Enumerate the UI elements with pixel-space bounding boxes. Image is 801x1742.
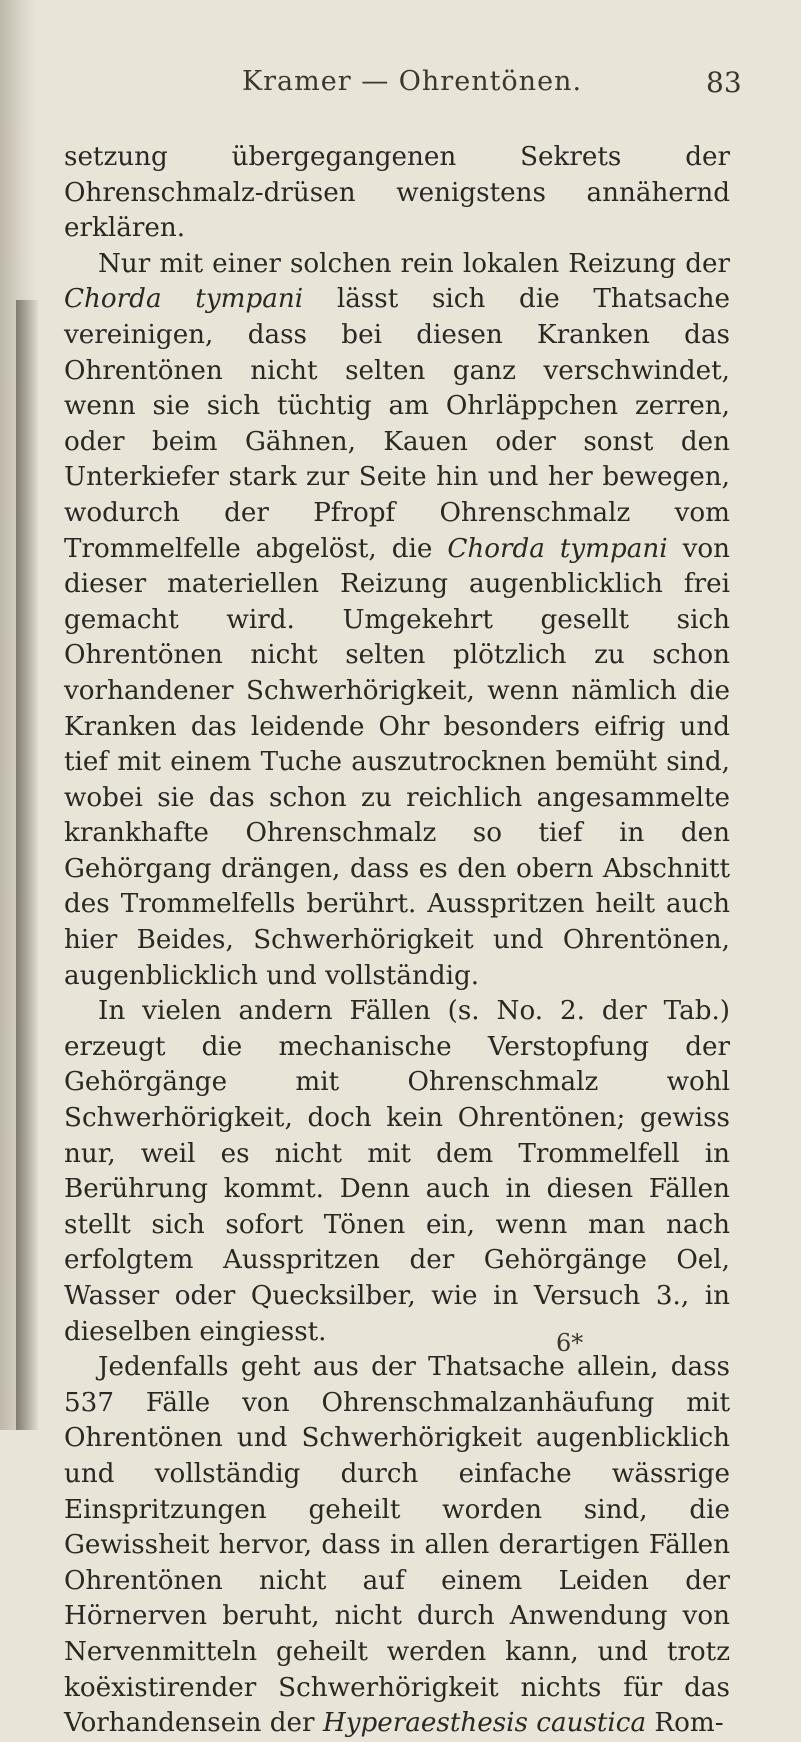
running-head-title: Kramer — Ohrentönen. bbox=[241, 66, 583, 97]
italic-term: Chorda tympani bbox=[447, 533, 668, 564]
text-run: von dieser materiellen Reizung augenblicklich frei gemacht wird. Umgekehrt gesellt sich Ohrentönen nicht selten plötzlich zu schon vorhandener Schwerhörigkeit, wenn nämlich die Kranken das leidende Ohr besonders eifrig und tief mit einem Tuche auszutrocknen bemüht sind, wobei sie das schon zu reichlich angesammelte krankhafte Ohrenschmalz so tief in den Gehörgang drängen, dass es den obern Abschnitt des Trommelfells berührt. Ausspritzen heilt auch hier Beides, Schwerhörigkeit und Ohrentönen, augenblicklich und vollständig. bbox=[64, 533, 730, 991]
running-head bbox=[0, 66, 801, 106]
text-run: Rom- bbox=[646, 1708, 724, 1739]
body-text bbox=[64, 140, 730, 1742]
paragraph bbox=[64, 247, 730, 994]
text-run: setzung übergegangenen Sekrets der Ohrenschmalz-drüsen wenigstens annähernd erklären. bbox=[64, 142, 730, 244]
italic-term: Chorda tympani bbox=[64, 284, 304, 315]
paragraph bbox=[64, 1350, 730, 1742]
text-run: Nur mit einer solchen rein lokalen Reizung der bbox=[98, 248, 730, 279]
italic-term: Hyperaesthesis caustica bbox=[322, 1708, 647, 1739]
page-number: 83 bbox=[706, 66, 742, 99]
printer-signature-mark: 6* bbox=[556, 1329, 584, 1357]
text-run: lässt sich die Thatsache vereinigen, dass bei diesen Kranken das Ohrentönen nicht selten ganz verschwindet, wenn sie sich tüchtig am Ohrläppchen zerren, oder beim Gähnen, Kauen oder sonst den Unterkiefer stark zur Seite hin und her bewegen, wodurch der Pfropf Ohrenschmalz vom Trommelfelle abgelöst, die bbox=[64, 284, 730, 564]
paragraph bbox=[64, 994, 730, 1350]
text-run: Jedenfalls geht aus der Thatsache allein, dass 537 Fälle von Ohrenschmalzanhäufung mit Ohrentönen und Schwerhörigkeit augenblicklich und vollständig durch einfache wässrige Einspritzungen geheilt worden sind, die Gewissheit hervor, dass in allen derartigen Fällen Ohrentönen nicht auf einem Leiden der Hörnerven beruht, nicht durch Anwendung von Nervenmitteln geheilt werden kann, und trotz koëxistirender Schwerhörigkeit nichts für das Vorhandensein der bbox=[64, 1352, 730, 1739]
text-run: In vielen andern Fällen (s. No. 2. der Tab.) erzeugt die mechanische Verstopfung der Gehörgänge mit Ohrenschmalz wohl Schwerhörigkeit, doch kein Ohrentönen; gewiss nur, weil es nicht mit dem Trommelfell in Berührung kommt. Denn auch in diesen Fällen stellt sich sofort Tönen ein, wenn man nach erfolgtem Ausspritzen der Gehörgänge Oel, Wasser oder Quecksilber, wie in Versuch 3., in dieselben eingiesst. bbox=[64, 996, 730, 1347]
paragraph bbox=[64, 140, 730, 247]
spine-shadow bbox=[16, 300, 38, 1430]
